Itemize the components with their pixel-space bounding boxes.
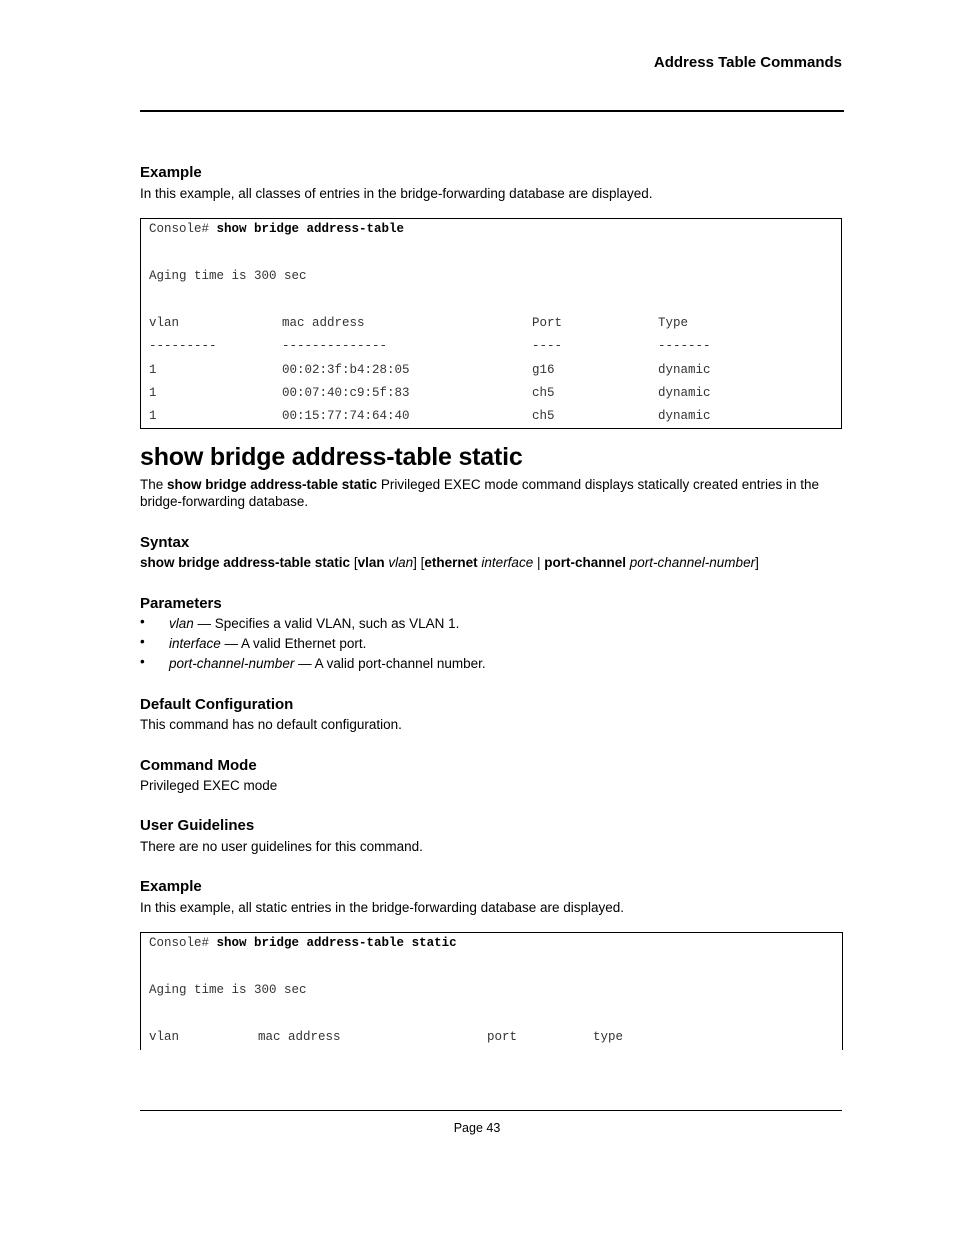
syntax-arg: vlan — [388, 555, 414, 570]
example-intro: In this example, all classes of entries in the bridge-forwarding database are displayed. — [140, 186, 653, 201]
syntax-punct: [ — [350, 555, 358, 570]
desc-text: The — [140, 477, 168, 492]
page-number: Page 43 — [453, 1121, 501, 1135]
parameter-name: vlan — [169, 616, 194, 631]
syntax-arg: interface — [481, 555, 534, 570]
syntax-punct: ] [ — [413, 555, 425, 570]
running-header-title: Address Table Commands — [653, 54, 842, 71]
section-description — [140, 476, 844, 493]
col-header-type: Type — [658, 316, 689, 330]
syntax-heading: Syntax — [140, 534, 190, 551]
parameter-name: port-channel-number — [169, 656, 295, 671]
parameter-name: interface — [169, 636, 221, 651]
separator-vlan: --------- — [149, 339, 217, 353]
footer-rule — [140, 1110, 842, 1111]
table-cell: 1 — [149, 363, 157, 377]
code-block-example2 — [140, 932, 843, 1050]
command-text: show bridge address-table — [216, 222, 405, 236]
table-cell: 1 — [149, 409, 157, 423]
section-description-line2: bridge-forwarding database. — [140, 494, 309, 509]
parameter-desc: — Specifies a valid VLAN, such as VLAN 1. — [193, 616, 460, 631]
user-guidelines-heading: User Guidelines — [140, 817, 255, 834]
bullet-icon: • — [140, 634, 145, 649]
col-header-port: Port — [532, 316, 563, 330]
command-line — [149, 222, 404, 236]
syntax-keyword: ethernet — [424, 555, 478, 570]
parameter-item — [169, 655, 486, 672]
col-header-mac: mac address — [282, 316, 365, 330]
table-cell: dynamic — [658, 386, 711, 400]
table-cell: 1 — [149, 386, 157, 400]
parameter-desc: — A valid Ethernet port. — [220, 636, 367, 651]
command-line — [149, 936, 457, 950]
syntax-line — [140, 554, 759, 571]
syntax-punct: | — [533, 555, 545, 570]
bullet-icon: • — [140, 654, 145, 669]
code-block-example1 — [140, 218, 842, 429]
table-cell: ch5 — [532, 409, 555, 423]
default-config-text: This command has no default configuration. — [140, 717, 402, 732]
col-header-type: type — [593, 1030, 624, 1044]
syntax-keyword: vlan — [357, 555, 385, 570]
table-cell: g16 — [532, 363, 555, 377]
parameter-desc: — A valid port-channel number. — [294, 656, 486, 671]
command-mode-heading: Command Mode — [140, 757, 257, 774]
section-title: show bridge address-table static — [140, 443, 523, 471]
col-header-vlan: vlan — [149, 316, 180, 330]
example-heading: Example — [140, 164, 202, 181]
parameter-item — [169, 615, 459, 632]
default-config-heading: Default Configuration — [140, 696, 294, 713]
col-header-vlan: vlan — [149, 1030, 180, 1044]
table-cell: dynamic — [658, 409, 711, 423]
aging-line: Aging time is 300 sec — [149, 269, 307, 283]
col-header-mac: mac address — [258, 1030, 341, 1044]
command-text: show bridge address-table static — [216, 936, 457, 950]
command-mode-text: Privileged EXEC mode — [140, 778, 278, 793]
header-rule — [140, 110, 844, 112]
table-cell: 00:15:77:74:64:40 — [282, 409, 410, 423]
example2-heading: Example — [140, 878, 202, 895]
separator-mac: -------------- — [282, 339, 388, 353]
bullet-icon: • — [140, 614, 145, 629]
table-cell: ch5 — [532, 386, 555, 400]
console-prompt: Console# — [149, 936, 210, 950]
table-cell: 00:02:3f:b4:28:05 — [282, 363, 410, 377]
syntax-keyword: port-channel — [544, 555, 626, 570]
separator-type: ------- — [658, 339, 711, 353]
aging-line: Aging time is 300 sec — [149, 983, 307, 997]
table-cell: 00:07:40:c9:5f:83 — [282, 386, 410, 400]
parameter-item — [169, 635, 366, 652]
console-prompt: Console# — [149, 222, 210, 236]
desc-command: show bridge address-table static — [167, 477, 378, 492]
user-guidelines-text: There are no user guidelines for this command. — [140, 839, 423, 854]
example2-intro: In this example, all static entries in the bridge-forwarding database are displayed. — [140, 900, 625, 915]
separator-port: ---- — [532, 339, 563, 353]
desc-text: Privileged EXEC mode command displays statically created entries in the — [377, 477, 820, 492]
table-cell: dynamic — [658, 363, 711, 377]
parameters-heading: Parameters — [140, 595, 222, 612]
syntax-arg: port-channel-number — [629, 555, 756, 570]
syntax-command: show bridge address-table static — [140, 555, 351, 570]
col-header-port: port — [487, 1030, 518, 1044]
syntax-punct: ] — [755, 555, 759, 570]
